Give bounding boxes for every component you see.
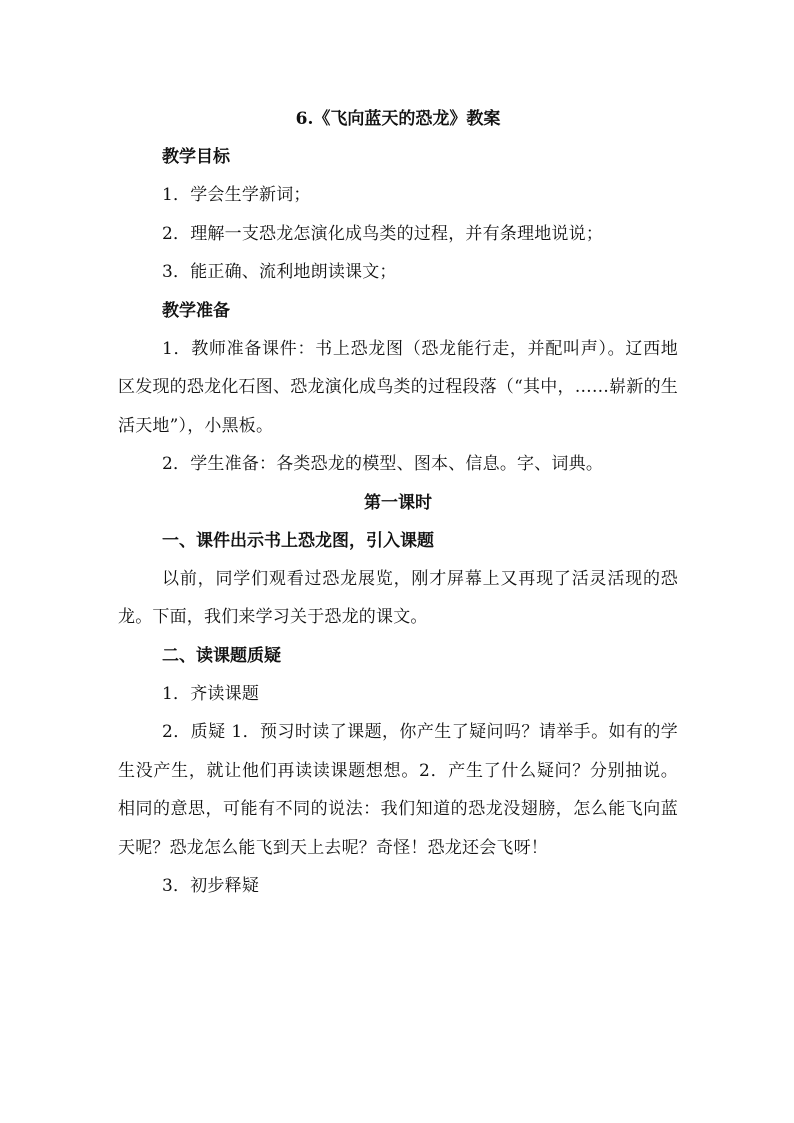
objective-item-2: 2．理解一支恐龙怎演化成鸟类的过程，并有条理地说说； [162,223,604,244]
part2-heading: 二、读课题质疑 [162,645,281,666]
objective-item-1: 1．学会生学新词； [162,185,311,205]
preparation-heading: 教学准备 [162,300,230,321]
lesson-heading: 第一课时 [364,492,432,513]
document-body [118,100,678,906]
part1-heading: 一、课件出示书上恐龙图，引入课题 [162,530,434,551]
preparation-item-2: 2．学生准备：各类恐龙的模型、图本、信息。字、词典。 [162,454,604,474]
part2-item-1: 1．齐读课题 [162,683,260,704]
part1-text: 以前，同学们观看过恐龙展览，刚才屏幕上又再现了活灵活现的恐龙。下面，我们来学习关于恐龙的课文。 [118,568,678,627]
preparation-item-1: 1．教师准备课件：书上恐龙图（恐龙能行走，并配叫声）。辽西地区发现的恐龙化石图、恐龙演化成鸟类的过程段落（“其中，……崭新的生活天地”），小黑板。 [118,338,678,436]
document-title: 6.《飞向蓝天的恐龙》教案 [295,109,501,129]
part2-item-2: 2．质疑 1．预习时读了课题，你产生了疑问吗？请举手。如有的学生没产生，就让他们再读读课题想想。2．产生了什么疑问？分别抽说。相同的意思，可能有不同的说法：我们知道的恐龙没翅膀，怎么能飞向蓝天呢？恐龙怎么能飞到天上去呢？奇怪！恐龙还会飞呀！ [118,722,678,858]
part2-item-3: 3．初步释疑 [162,876,260,896]
objectives-heading: 教学目标 [162,147,230,167]
objective-item-3: 3．能正确、流利地朗读课文； [162,262,397,282]
